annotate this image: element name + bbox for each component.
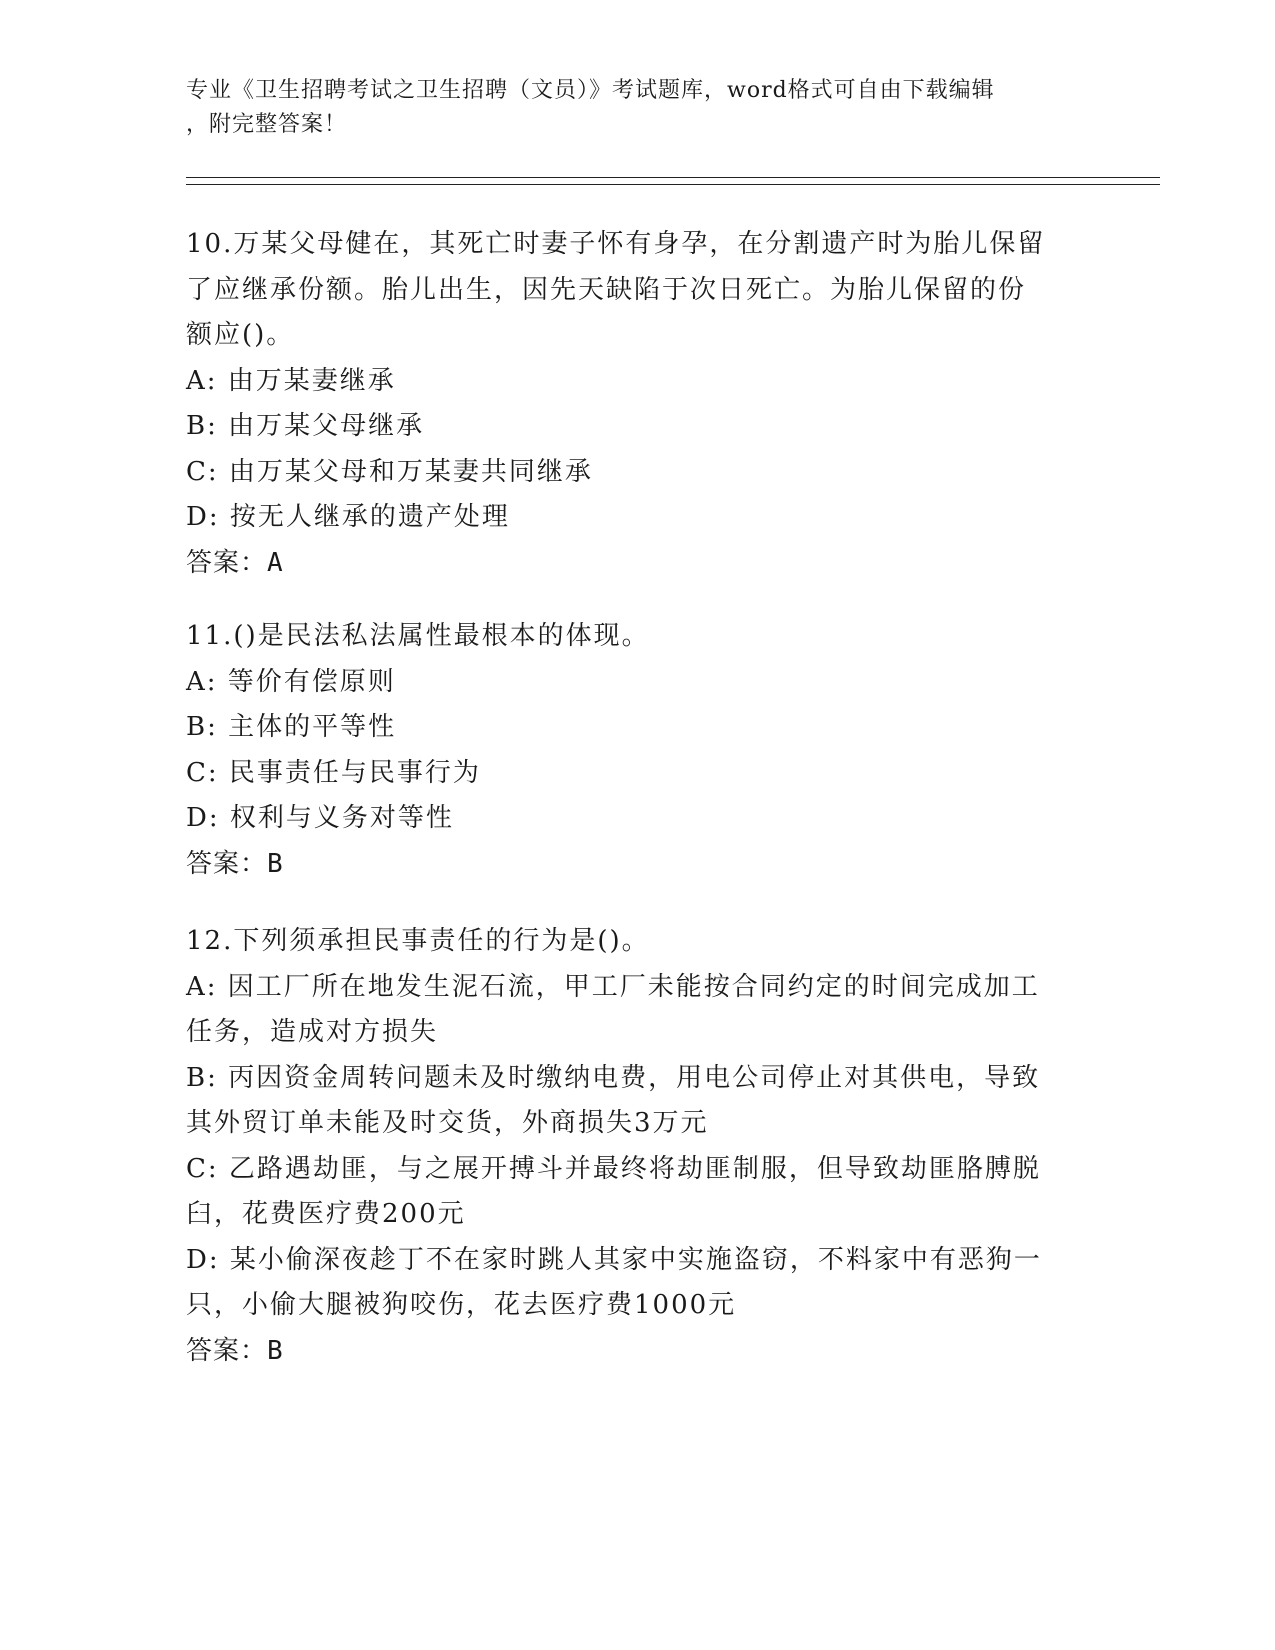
option-d: D: 按无人继承的遗产处理	[186, 502, 510, 532]
answer-label: 答案：	[186, 547, 268, 578]
answer-label: 答案：	[186, 848, 268, 879]
answer-line	[186, 541, 1086, 587]
option-b: B: 由万某父母继承	[186, 411, 425, 441]
answer-value: A	[267, 547, 284, 578]
question-stem-line: 10.万某父母健在，其死亡时妻子怀有身孕，在分割遗产时为胎儿保留	[186, 229, 1046, 259]
option-c: C: 由万某父母和万某妻共同继承	[186, 456, 593, 487]
answer-label: 答案：	[186, 1335, 268, 1366]
option-c: C: 民事责任与民事行为	[186, 757, 481, 788]
header-divider	[186, 177, 1160, 185]
option-a: A: 等价有偿原则	[186, 666, 396, 697]
question-10	[186, 222, 1086, 586]
document-header	[186, 74, 1086, 142]
question-11	[186, 614, 1086, 887]
answer-value: B	[267, 1335, 284, 1366]
option-a-cont: 任务，造成对方损失	[186, 1017, 439, 1047]
answer-line	[186, 1329, 1086, 1375]
header-line-2: ，附完整答案！	[186, 112, 348, 137]
question-stem-line: 12.下列须承担民事责任的行为是()。	[186, 926, 650, 956]
answer-value: B	[267, 848, 284, 879]
question-stem-line: 额应()。	[186, 320, 295, 350]
option-d: D: 某小偷深夜趁丁不在家时跳人其家中实施盗窃，不料家中有恶狗一	[186, 1244, 1042, 1275]
option-b-cont: 其外贸订单未能及时交货，外商损失3万元	[186, 1108, 709, 1138]
option-d: D: 权利与义务对等性	[186, 803, 454, 833]
option-d-cont: 只，小偷大腿被狗咬伤，花去医疗费1000元	[186, 1290, 737, 1320]
option-b: B: 丙因资金周转问题未及时缴纳电费，用电公司停止对其供电，导致	[186, 1062, 1041, 1093]
option-c: C: 乙路遇劫匪，与之展开搏斗并最终将劫匪制服，但导致劫匪胳膊脱	[186, 1153, 1041, 1184]
option-b: B: 主体的平等性	[186, 712, 397, 742]
question-stem-line: 了应继承份额。胎儿出生，因先天缺陷于次日死亡。为胎儿保留的份	[186, 274, 1027, 305]
option-a: A: 由万某妻继承	[186, 365, 396, 396]
question-stem-line: 11.()是民法私法属性最根本的体现。	[186, 621, 650, 651]
header-line-1: 专业《卫生招聘考试之卫生招聘（文员）》考试题库，word格式可自由下载编辑	[186, 78, 995, 103]
option-a: A: 因工厂所在地发生泥石流，甲工厂未能按合同约定的时间完成加工	[186, 971, 1040, 1002]
option-c-cont: 臼，花费医疗费200元	[186, 1199, 466, 1229]
question-12	[186, 919, 1086, 1374]
answer-line	[186, 842, 1086, 888]
